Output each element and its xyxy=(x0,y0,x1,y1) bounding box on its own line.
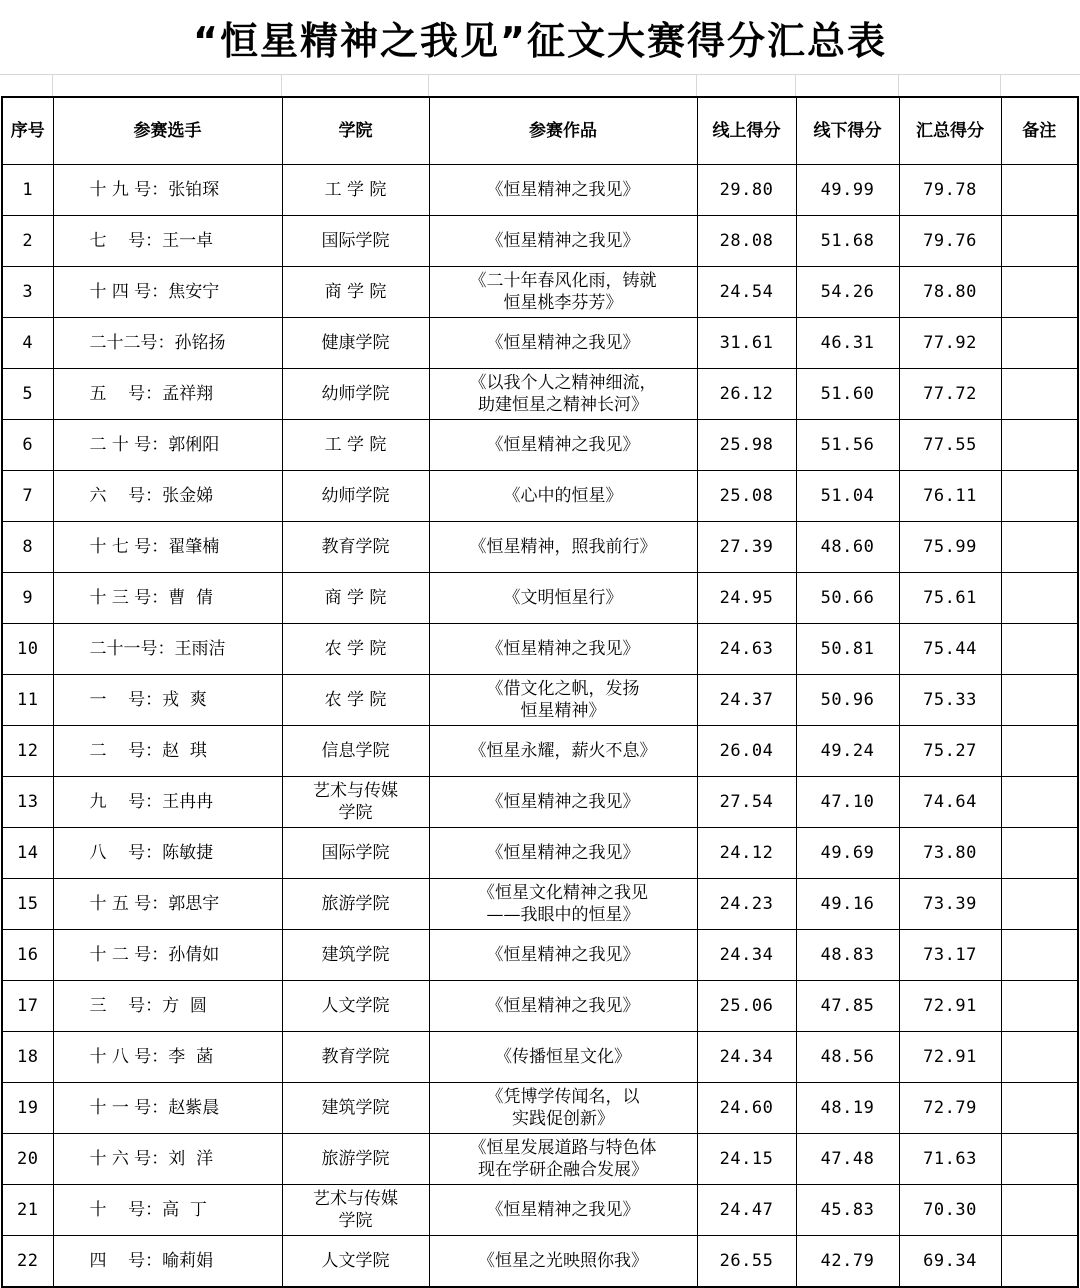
table-row xyxy=(2,216,1078,267)
cell-contestant: 四 号：喻莉娟 xyxy=(53,1236,282,1288)
header-index: 序号 xyxy=(2,97,53,165)
cell-college: 艺术与传媒 学院 xyxy=(282,1185,429,1236)
cell-offline-score: 46.31 xyxy=(796,318,899,369)
cell-college: 幼师学院 xyxy=(282,471,429,522)
cell-college: 工 学 院 xyxy=(282,165,429,216)
cell-contestant: 十 六 号：刘 洋 xyxy=(53,1134,282,1185)
cell-work: 《恒星精神之我见》 xyxy=(429,318,697,369)
cell-offline-score: 45.83 xyxy=(796,1185,899,1236)
cell-work: 《文明恒星行》 xyxy=(429,573,697,624)
cell-remark xyxy=(1001,726,1078,777)
cell-offline-score: 50.81 xyxy=(796,624,899,675)
table-row xyxy=(2,1185,1078,1236)
cell-online-score: 27.54 xyxy=(697,777,796,828)
cell-total-score: 77.92 xyxy=(899,318,1001,369)
cell-online-score: 29.80 xyxy=(697,165,796,216)
cell-offline-score: 47.85 xyxy=(796,981,899,1032)
cell-work: 《恒星精神之我见》 xyxy=(429,1185,697,1236)
cell-total-score: 74.64 xyxy=(899,777,1001,828)
cell-work: 《恒星精神之我见》 xyxy=(429,165,697,216)
cell-offline-score: 51.04 xyxy=(796,471,899,522)
cell-online-score: 24.15 xyxy=(697,1134,796,1185)
cell-remark xyxy=(1001,267,1078,318)
page-title: “恒星精神之我见”征文大赛得分汇总表 xyxy=(193,18,887,63)
cell-work: 《恒星精神之我见》 xyxy=(429,777,697,828)
cell-total-score: 73.17 xyxy=(899,930,1001,981)
cell-contestant: 十 号：高 丁 xyxy=(53,1185,282,1236)
cell-work: 《传播恒星文化》 xyxy=(429,1032,697,1083)
cell-college: 商 学 院 xyxy=(282,267,429,318)
cell-online-score: 25.06 xyxy=(697,981,796,1032)
cell-contestant: 六 号：张金娣 xyxy=(53,471,282,522)
cell-college: 人文学院 xyxy=(282,981,429,1032)
cell-online-score: 24.63 xyxy=(697,624,796,675)
cell-remark xyxy=(1001,471,1078,522)
table-row xyxy=(2,471,1078,522)
spacer-gridlines xyxy=(0,74,1080,96)
cell-remark xyxy=(1001,1134,1078,1185)
cell-work: 《恒星精神之我见》 xyxy=(429,420,697,471)
cell-index: 19 xyxy=(2,1083,53,1134)
cell-contestant: 五 号：孟祥翔 xyxy=(53,369,282,420)
cell-remark xyxy=(1001,1236,1078,1288)
cell-college: 艺术与传媒 学院 xyxy=(282,777,429,828)
header-remark: 备注 xyxy=(1001,97,1078,165)
cell-college: 工 学 院 xyxy=(282,420,429,471)
cell-work: 《恒星精神之我见》 xyxy=(429,981,697,1032)
cell-total-score: 69.34 xyxy=(899,1236,1001,1288)
cell-offline-score: 54.26 xyxy=(796,267,899,318)
cell-index: 6 xyxy=(2,420,53,471)
score-table xyxy=(1,96,1079,1288)
cell-remark xyxy=(1001,1185,1078,1236)
cell-remark xyxy=(1001,420,1078,471)
cell-total-score: 75.61 xyxy=(899,573,1001,624)
cell-work: 《恒星精神之我见》 xyxy=(429,624,697,675)
cell-index: 3 xyxy=(2,267,53,318)
cell-remark xyxy=(1001,828,1078,879)
cell-remark xyxy=(1001,675,1078,726)
cell-college: 建筑学院 xyxy=(282,930,429,981)
cell-work: 《恒星发展道路与特色体 现在学研企融合发展》 xyxy=(429,1134,697,1185)
cell-remark xyxy=(1001,522,1078,573)
cell-work: 《以我个人之精神细流， 助建恒星之精神长河》 xyxy=(429,369,697,420)
cell-work: 《恒星永耀，薪火不息》 xyxy=(429,726,697,777)
cell-online-score: 26.55 xyxy=(697,1236,796,1288)
table-row xyxy=(2,318,1078,369)
cell-remark xyxy=(1001,1083,1078,1134)
cell-remark xyxy=(1001,318,1078,369)
cell-work: 《借文化之帆，发扬 恒星精神》 xyxy=(429,675,697,726)
cell-total-score: 76.11 xyxy=(899,471,1001,522)
cell-contestant: 二 十 号：郭俐阳 xyxy=(53,420,282,471)
header-total-score: 汇总得分 xyxy=(899,97,1001,165)
cell-total-score: 79.76 xyxy=(899,216,1001,267)
cell-offline-score: 51.56 xyxy=(796,420,899,471)
cell-work: 《恒星精神之我见》 xyxy=(429,930,697,981)
cell-total-score: 75.99 xyxy=(899,522,1001,573)
cell-college: 国际学院 xyxy=(282,216,429,267)
table-row xyxy=(2,369,1078,420)
cell-total-score: 77.72 xyxy=(899,369,1001,420)
cell-college: 建筑学院 xyxy=(282,1083,429,1134)
table-row xyxy=(2,879,1078,930)
cell-total-score: 71.63 xyxy=(899,1134,1001,1185)
cell-online-score: 24.34 xyxy=(697,1032,796,1083)
table-row xyxy=(2,165,1078,216)
cell-total-score: 75.44 xyxy=(899,624,1001,675)
cell-offline-score: 48.60 xyxy=(796,522,899,573)
cell-offline-score: 49.69 xyxy=(796,828,899,879)
cell-remark xyxy=(1001,573,1078,624)
cell-college: 旅游学院 xyxy=(282,1134,429,1185)
table-row xyxy=(2,624,1078,675)
cell-college: 人文学院 xyxy=(282,1236,429,1288)
cell-total-score: 72.91 xyxy=(899,1032,1001,1083)
table-row xyxy=(2,267,1078,318)
cell-college: 幼师学院 xyxy=(282,369,429,420)
cell-online-score: 25.08 xyxy=(697,471,796,522)
title-bar xyxy=(0,0,1080,75)
cell-contestant: 十 一 号：赵紫晨 xyxy=(53,1083,282,1134)
cell-online-score: 24.23 xyxy=(697,879,796,930)
cell-offline-score: 48.19 xyxy=(796,1083,899,1134)
cell-remark xyxy=(1001,369,1078,420)
table-row xyxy=(2,828,1078,879)
cell-total-score: 75.27 xyxy=(899,726,1001,777)
cell-offline-score: 48.56 xyxy=(796,1032,899,1083)
table-row xyxy=(2,930,1078,981)
cell-index: 10 xyxy=(2,624,53,675)
table-row xyxy=(2,573,1078,624)
cell-work: 《恒星文化精神之我见 ——我眼中的恒星》 xyxy=(429,879,697,930)
cell-contestant: 一 号：戎 爽 xyxy=(53,675,282,726)
cell-work: 《心中的恒星》 xyxy=(429,471,697,522)
cell-work: 《恒星之光映照你我》 xyxy=(429,1236,697,1288)
cell-index: 4 xyxy=(2,318,53,369)
cell-index: 12 xyxy=(2,726,53,777)
cell-total-score: 72.79 xyxy=(899,1083,1001,1134)
header-offline-score: 线下得分 xyxy=(796,97,899,165)
cell-online-score: 27.39 xyxy=(697,522,796,573)
cell-contestant: 十 九 号：张铂琛 xyxy=(53,165,282,216)
cell-index: 17 xyxy=(2,981,53,1032)
cell-offline-score: 42.79 xyxy=(796,1236,899,1288)
header-college: 学院 xyxy=(282,97,429,165)
cell-contestant: 九 号：王冉冉 xyxy=(53,777,282,828)
cell-offline-score: 51.68 xyxy=(796,216,899,267)
cell-work: 《恒星精神之我见》 xyxy=(429,828,697,879)
cell-remark xyxy=(1001,165,1078,216)
cell-online-score: 25.98 xyxy=(697,420,796,471)
cell-college: 信息学院 xyxy=(282,726,429,777)
table-row xyxy=(2,1236,1078,1288)
cell-index: 15 xyxy=(2,879,53,930)
cell-remark xyxy=(1001,879,1078,930)
cell-remark xyxy=(1001,981,1078,1032)
table-row xyxy=(2,777,1078,828)
cell-index: 8 xyxy=(2,522,53,573)
cell-online-score: 26.04 xyxy=(697,726,796,777)
cell-contestant: 十 七 号：翟肇楠 xyxy=(53,522,282,573)
cell-college: 农 学 院 xyxy=(282,624,429,675)
cell-total-score: 78.80 xyxy=(899,267,1001,318)
cell-contestant: 二十一号：王雨洁 xyxy=(53,624,282,675)
cell-total-score: 72.91 xyxy=(899,981,1001,1032)
cell-remark xyxy=(1001,930,1078,981)
cell-offline-score: 49.24 xyxy=(796,726,899,777)
cell-online-score: 24.12 xyxy=(697,828,796,879)
cell-offline-score: 49.99 xyxy=(796,165,899,216)
cell-offline-score: 49.16 xyxy=(796,879,899,930)
cell-index: 11 xyxy=(2,675,53,726)
cell-contestant: 十 二 号：孙倩如 xyxy=(53,930,282,981)
cell-work: 《凭博学传闻名，以 实践促创新》 xyxy=(429,1083,697,1134)
table-row xyxy=(2,726,1078,777)
cell-offline-score: 51.60 xyxy=(796,369,899,420)
cell-online-score: 24.47 xyxy=(697,1185,796,1236)
cell-total-score: 79.78 xyxy=(899,165,1001,216)
cell-index: 7 xyxy=(2,471,53,522)
cell-contestant: 三 号：方 圆 xyxy=(53,981,282,1032)
cell-online-score: 28.08 xyxy=(697,216,796,267)
cell-college: 农 学 院 xyxy=(282,675,429,726)
header-contestant: 参赛选手 xyxy=(53,97,282,165)
cell-total-score: 73.80 xyxy=(899,828,1001,879)
cell-college: 商 学 院 xyxy=(282,573,429,624)
cell-college: 教育学院 xyxy=(282,522,429,573)
cell-index: 5 xyxy=(2,369,53,420)
cell-remark xyxy=(1001,777,1078,828)
cell-contestant: 八 号：陈敏捷 xyxy=(53,828,282,879)
cell-college: 国际学院 xyxy=(282,828,429,879)
cell-index: 13 xyxy=(2,777,53,828)
header-online-score: 线上得分 xyxy=(697,97,796,165)
cell-index: 21 xyxy=(2,1185,53,1236)
cell-remark xyxy=(1001,624,1078,675)
table-body xyxy=(2,165,1078,1288)
cell-online-score: 26.12 xyxy=(697,369,796,420)
cell-contestant: 十 四 号：焦安宁 xyxy=(53,267,282,318)
cell-college: 教育学院 xyxy=(282,1032,429,1083)
cell-index: 2 xyxy=(2,216,53,267)
cell-contestant: 二十二号：孙铭扬 xyxy=(53,318,282,369)
table-row xyxy=(2,981,1078,1032)
cell-index: 18 xyxy=(2,1032,53,1083)
cell-online-score: 24.54 xyxy=(697,267,796,318)
cell-online-score: 24.95 xyxy=(697,573,796,624)
cell-online-score: 24.34 xyxy=(697,930,796,981)
cell-index: 20 xyxy=(2,1134,53,1185)
cell-online-score: 24.37 xyxy=(697,675,796,726)
table-row xyxy=(2,1032,1078,1083)
cell-work: 《二十年春风化雨，铸就 恒星桃李芬芳》 xyxy=(429,267,697,318)
cell-total-score: 75.33 xyxy=(899,675,1001,726)
table-row xyxy=(2,522,1078,573)
cell-remark xyxy=(1001,1032,1078,1083)
cell-work: 《恒星精神之我见》 xyxy=(429,216,697,267)
header-row xyxy=(2,97,1078,165)
cell-index: 22 xyxy=(2,1236,53,1288)
cell-online-score: 24.60 xyxy=(697,1083,796,1134)
table-row xyxy=(2,420,1078,471)
cell-contestant: 二 号：赵 琪 xyxy=(53,726,282,777)
cell-total-score: 70.30 xyxy=(899,1185,1001,1236)
table-row xyxy=(2,1134,1078,1185)
cell-total-score: 77.55 xyxy=(899,420,1001,471)
cell-college: 健康学院 xyxy=(282,318,429,369)
cell-work: 《恒星精神，照我前行》 xyxy=(429,522,697,573)
cell-remark xyxy=(1001,216,1078,267)
cell-total-score: 73.39 xyxy=(899,879,1001,930)
cell-offline-score: 47.10 xyxy=(796,777,899,828)
cell-offline-score: 50.96 xyxy=(796,675,899,726)
cell-contestant: 七 号：王一卓 xyxy=(53,216,282,267)
cell-offline-score: 47.48 xyxy=(796,1134,899,1185)
cell-index: 14 xyxy=(2,828,53,879)
cell-offline-score: 48.83 xyxy=(796,930,899,981)
cell-offline-score: 50.66 xyxy=(796,573,899,624)
table-row xyxy=(2,1083,1078,1134)
cell-college: 旅游学院 xyxy=(282,879,429,930)
cell-online-score: 31.61 xyxy=(697,318,796,369)
header-work: 参赛作品 xyxy=(429,97,697,165)
table-row xyxy=(2,675,1078,726)
cell-index: 16 xyxy=(2,930,53,981)
cell-contestant: 十 八 号：李 菡 xyxy=(53,1032,282,1083)
cell-index: 1 xyxy=(2,165,53,216)
cell-contestant: 十 三 号：曹 倩 xyxy=(53,573,282,624)
cell-index: 9 xyxy=(2,573,53,624)
cell-contestant: 十 五 号：郭思宇 xyxy=(53,879,282,930)
